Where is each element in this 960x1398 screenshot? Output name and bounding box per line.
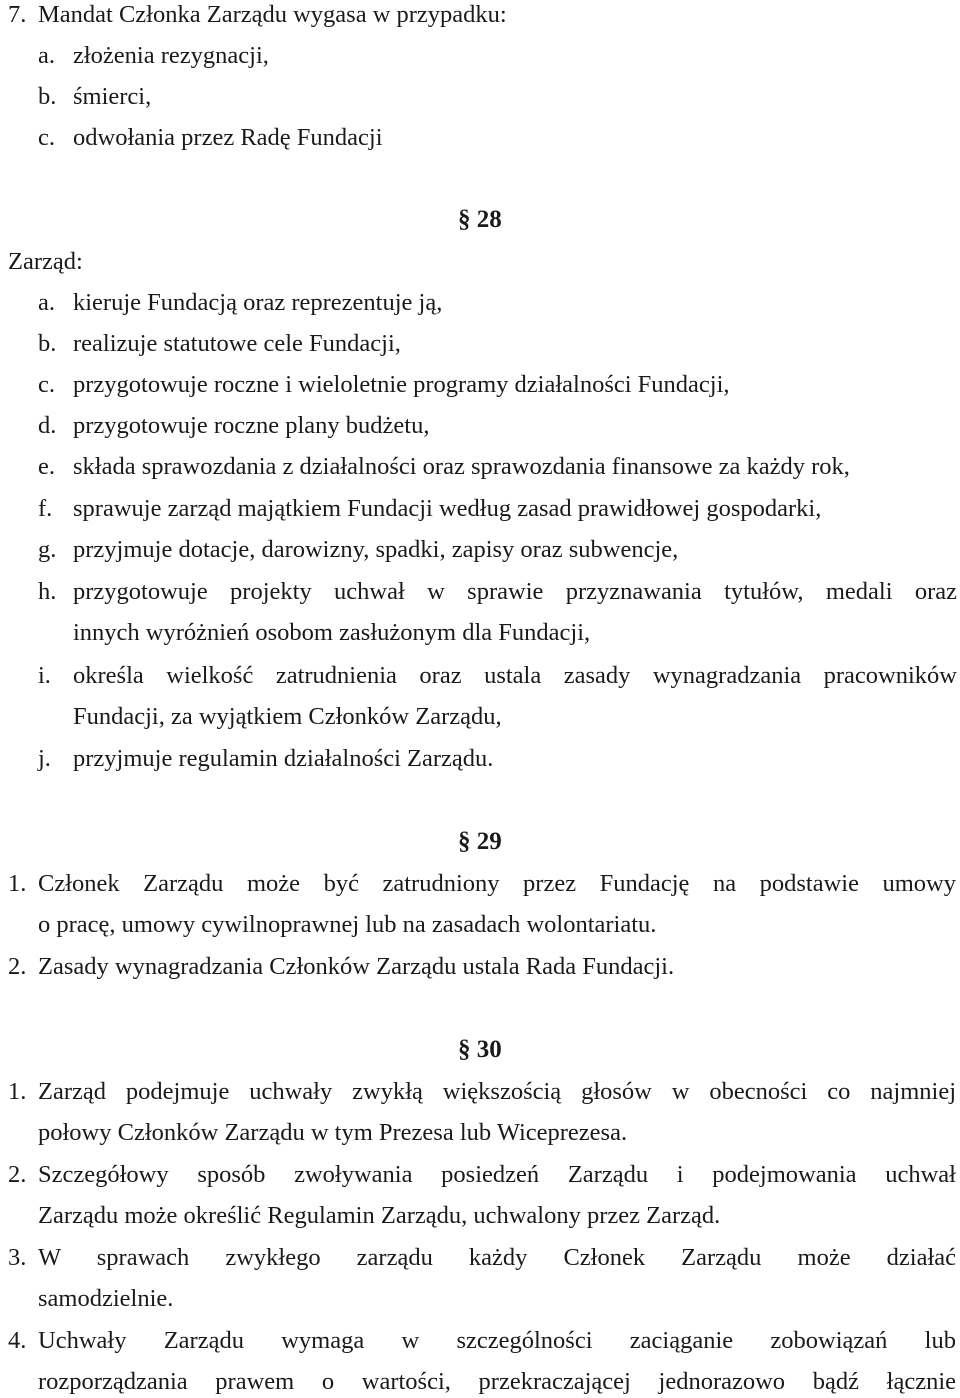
paragraph-30-number: 30 <box>476 1036 502 1063</box>
list-item <box>0 123 960 153</box>
list-item-text: określa wielkość zatrudnienia oraz ustala zasady wynagradzania pracowników <box>73 662 957 689</box>
list-item-continuation <box>0 1201 960 1231</box>
list-item-continuation <box>0 1284 960 1314</box>
list-item-letter: c. <box>38 124 55 151</box>
list-item-text: przygotowuje projekty uchwał w sprawie przyznawania tytułów, medali oraz <box>73 578 957 605</box>
list-item-continuation <box>0 702 960 732</box>
list-item-number: 3. <box>8 1244 27 1271</box>
list-item <box>0 577 960 607</box>
list-item-text: rozporządzania prawem o wartości, przekraczającej jednorazowo bądź łącznie <box>38 1368 956 1395</box>
list-item <box>0 661 960 691</box>
paragraph-29-number: 29 <box>476 828 502 855</box>
list-item-text: połowy Członków Zarządu w tym Prezesa lub Wiceprezesa. <box>38 1119 628 1146</box>
section-mark-icon: § <box>458 1036 477 1063</box>
paragraph-28-intro-line <box>0 247 960 277</box>
list-item-text: śmierci, <box>73 83 152 110</box>
list-item-letter: a. <box>38 42 55 69</box>
list-item-letter: a. <box>38 289 55 316</box>
list-item-continuation <box>0 1367 960 1397</box>
list-item-text: Zarząd podejmuje uchwały zwykłą większością głosów w obecności co najmniej <box>38 1078 956 1105</box>
list-item-continuation <box>0 1118 960 1148</box>
list-item-continuation <box>0 618 960 648</box>
list-item-continuation <box>0 910 960 940</box>
paragraph-28-number: 28 <box>476 206 502 233</box>
list-item-number: 1. <box>8 1078 27 1105</box>
list-item-text: składa sprawozdania z działalności oraz sprawozdania finansowe za każdy rok, <box>73 453 850 480</box>
list-item-letter: h. <box>38 578 57 605</box>
list-item-text: przyjmuje dotacje, darowizny, spadki, zapisy oraz subwencje, <box>73 536 679 563</box>
paragraph-28-heading <box>458 205 502 235</box>
list-item-number: 2. <box>8 1161 27 1188</box>
list-item-text: Fundacji, za wyjątkiem Członków Zarządu, <box>73 703 502 730</box>
list-item-letter: j. <box>38 745 51 772</box>
list-item <box>0 535 960 565</box>
list-item-text: Członek Zarządu może być zatrudniony przez Fundację na podstawie umowy <box>38 870 956 897</box>
list-item-text: Zasady wynagradzania Członków Zarządu ustala Rada Fundacji. <box>38 953 675 980</box>
paragraph-28-intro: Zarząd: <box>8 248 83 275</box>
list-item-letter: d. <box>38 412 57 439</box>
list-item <box>0 1077 960 1107</box>
list-item-text: przyjmuje regulamin działalności Zarządu. <box>73 745 494 772</box>
paragraph-29-heading <box>458 827 502 857</box>
list-item-number: 4. <box>8 1327 27 1354</box>
list-item <box>0 288 960 318</box>
section-mark-icon: § <box>458 828 477 855</box>
section-7-number: 7. <box>8 1 27 28</box>
list-item-text: Uchwały Zarządu wymaga w szczególności zaciąganie zobowiązań lub <box>38 1327 956 1354</box>
list-item-text: przygotowuje roczne plany budżetu, <box>73 412 430 439</box>
list-item <box>0 1160 960 1190</box>
list-item-text: realizuje statutowe cele Fundacji, <box>73 330 401 357</box>
list-item-text: W sprawach zwykłego zarządu każdy Członek Zarządu może działać <box>38 1244 956 1271</box>
list-item <box>0 41 960 71</box>
list-item-text: przygotowuje roczne i wieloletnie programy działalności Fundacji, <box>73 371 730 398</box>
list-item-letter: e. <box>38 453 55 480</box>
list-item <box>0 744 960 774</box>
list-item-letter: b. <box>38 330 57 357</box>
list-item <box>0 494 960 524</box>
list-item <box>0 869 960 899</box>
list-item <box>0 1326 960 1356</box>
list-item <box>0 411 960 441</box>
paragraph-30-heading <box>458 1035 502 1065</box>
list-item-text: kieruje Fundacją oraz reprezentuje ją, <box>73 289 443 316</box>
list-item-letter: i. <box>38 662 51 689</box>
list-item-letter: f. <box>38 495 53 522</box>
list-item-number: 1. <box>8 870 27 897</box>
list-item-text: innych wyróżnień osobom zasłużonym dla Fundacji, <box>73 619 591 646</box>
section-7-line <box>0 0 960 30</box>
section-7-text: Mandat Członka Zarządu wygasa w przypadku: <box>38 1 507 28</box>
list-item-text: złożenia rezygnacji, <box>73 42 269 69</box>
list-item-number: 2. <box>8 953 27 980</box>
list-item <box>0 952 960 982</box>
section-mark-icon: § <box>458 206 477 233</box>
list-item-text: sprawuje zarząd majątkiem Fundacji według zasad prawidłowej gospodarki, <box>73 495 822 522</box>
list-item-text: samodzielnie. <box>38 1285 174 1312</box>
list-item-text: Szczegółowy sposób zwoływania posiedzeń Zarządu i podejmowania uchwał <box>38 1161 956 1188</box>
list-item <box>0 370 960 400</box>
list-item-text: Zarządu może określić Regulamin Zarządu, uchwalony przez Zarząd. <box>38 1202 721 1229</box>
list-item-letter: g. <box>38 536 57 563</box>
list-item <box>0 1243 960 1273</box>
list-item <box>0 329 960 359</box>
list-item-letter: c. <box>38 371 55 398</box>
list-item <box>0 452 960 482</box>
list-item-text: odwołania przez Radę Fundacji <box>73 124 383 151</box>
list-item-letter: b. <box>38 83 57 110</box>
list-item <box>0 82 960 112</box>
list-item-text: o pracę, umowy cywilnoprawnej lub na zasadach wolontariatu. <box>38 911 657 938</box>
